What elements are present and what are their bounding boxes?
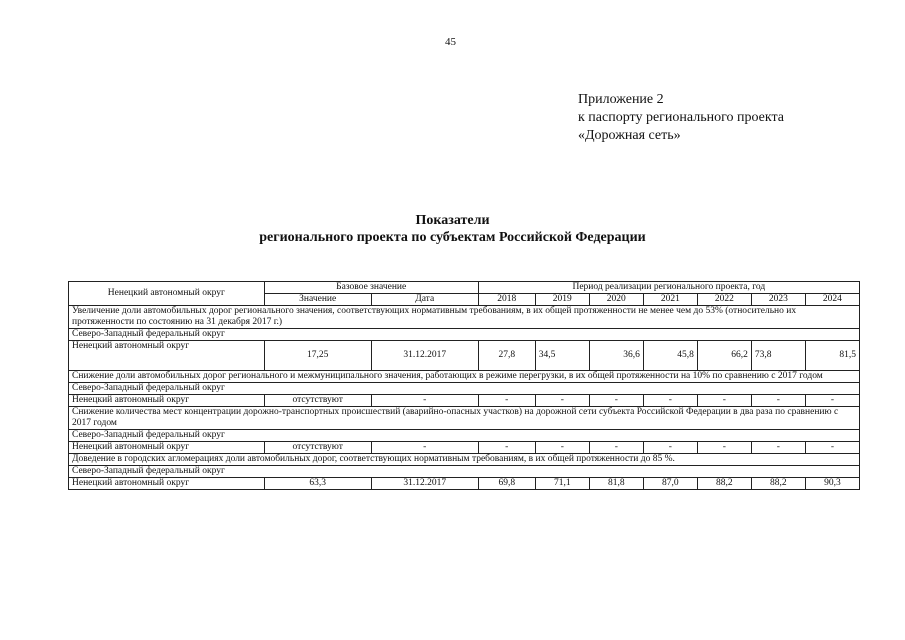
year-value: 71,1 [535,478,589,490]
year-value: 69,8 [478,478,535,490]
indicator-text: Снижение количества мест концентрации дорожно-транспортных происшествий (аварийно-опасных участков) на дорожной сети субъекта Российской Федерации в два раза по сравнению с 2017 годом [69,407,860,430]
base-value: отсутствуют [264,442,371,454]
indicator-row [69,306,860,329]
year-value: - [535,442,589,454]
appendix-line-3: «Дорожная сеть» [578,128,681,143]
region-name: Ненецкий автономный округ [69,478,265,490]
region-name: Ненецкий автономный округ [69,442,265,454]
year-value: - [589,442,643,454]
table-body [69,306,860,490]
district-row [69,430,860,442]
year-value: 87,0 [643,478,697,490]
year-value: 45,8 [643,341,697,371]
year-value: 90,3 [805,478,859,490]
title-line-2: регионального проекта по субъектам Российской Федерации [259,230,646,245]
table-row [69,395,860,407]
district-row [69,383,860,395]
year-header: 2022 [697,294,751,306]
year-value: 88,2 [697,478,751,490]
region-name: Ненецкий автономный округ [69,341,265,371]
base-value: отсутствуют [264,395,371,407]
base-date: - [371,442,478,454]
corner-header: Ненецкий автономный округ [69,282,265,306]
year-value: - [478,442,535,454]
year-value: - [478,395,535,407]
year-value: 27,8 [478,341,535,371]
document-title [0,212,905,246]
indicator-text: Увеличение доли автомобильных дорог регионального значения, соответствующих нормативным требованиям, в их общей протяженности не менее чем до 53% (относительно их протяженности по состоянию на 31 декабря 2017 г.) [69,306,860,329]
year-value: - [805,395,859,407]
district-name: Северо-Западный федеральный округ [69,329,860,341]
indicator-row [69,454,860,466]
year-header: 2018 [478,294,535,306]
district-row [69,329,860,341]
base-value: 17,25 [264,341,371,371]
year-value: - [697,442,751,454]
indicator-text: Доведение в городских агломерациях доли автомобильных дорог, соответствующих нормативным требованиям, в их общей протяженности до 85 %. [69,454,860,466]
year-value: 34,5 [535,341,589,371]
year-header: 2019 [535,294,589,306]
year-value: - [751,442,805,454]
year-value: 88,2 [751,478,805,490]
table-header [69,282,860,306]
year-value: 81,8 [589,478,643,490]
year-header: 2021 [643,294,697,306]
year-header: 2020 [589,294,643,306]
appendix-line-1: Приложение 2 [578,92,664,107]
title-line-1: Показатели [415,213,490,228]
indicator-text: Снижение доли автомобильных дорог регионального и межмуниципального значения, работающих в режиме перегрузки, в их общей протяженности на 10% по сравнению с 2017 годом [69,371,860,383]
year-value: - [643,395,697,407]
district-row [69,466,860,478]
year-value: 36,6 [589,341,643,371]
base-value-header: Базовое значение [264,282,478,294]
indicator-row [69,407,860,430]
indicators-table [68,281,860,490]
base-value: 63,3 [264,478,371,490]
year-header: 2024 [805,294,859,306]
region-name: Ненецкий автономный округ [69,395,265,407]
year-header: 2023 [751,294,805,306]
table-row [69,341,860,371]
district-name: Северо-Западный федеральный округ [69,430,860,442]
value-header: Значение [264,294,371,306]
year-value: - [535,395,589,407]
base-date: 31.12.2017 [371,478,478,490]
year-value: - [589,395,643,407]
year-value: - [643,442,697,454]
page-number: 45 [445,36,456,48]
period-header: Период реализации регионального проекта, год [478,282,859,294]
district-name: Северо-Западный федеральный округ [69,383,860,395]
appendix-line-2: к паспорту регионального проекта [578,110,784,125]
year-value: 66,2 [697,341,751,371]
year-value: - [751,395,805,407]
indicator-row [69,371,860,383]
header-row-1 [69,282,860,294]
appendix-note [578,91,784,145]
table-row [69,442,860,454]
year-value: - [805,442,859,454]
district-name: Северо-Западный федеральный округ [69,466,860,478]
year-value: 81,5 [805,341,859,371]
date-header: Дата [371,294,478,306]
year-value: 73,8 [751,341,805,371]
table-row [69,478,860,490]
year-value: - [697,395,751,407]
base-date: - [371,395,478,407]
base-date: 31.12.2017 [371,341,478,371]
